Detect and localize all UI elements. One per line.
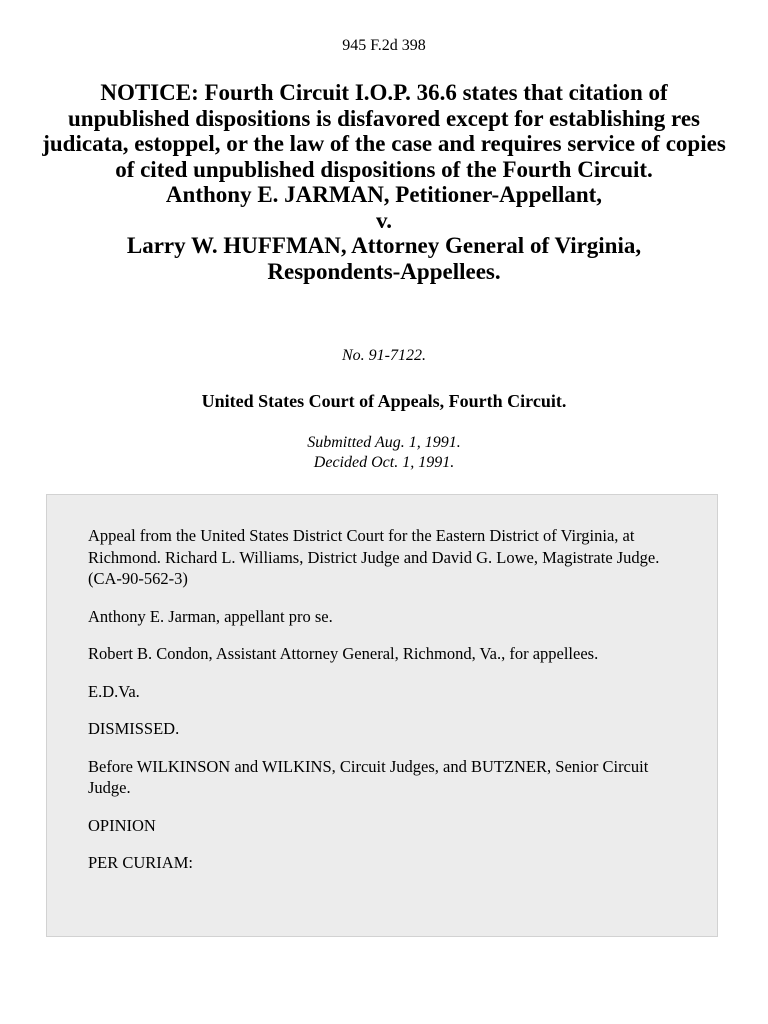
appellee-counsel: Robert B. Condon, Assistant Attorney General, Richmond, Va., for appellees. bbox=[88, 644, 599, 663]
district-label: E.D.Va. bbox=[88, 681, 140, 701]
appeal-paragraph: Appeal from the United States District Court for the Eastern District of Virginia, at Richmond. Richard L. Williams, District Judge and David G. Lowe, Magistrate Judge. (CA-90-562-3) bbox=[88, 526, 660, 588]
case-heading bbox=[40, 80, 728, 284]
judges-panel: Before WILKINSON and WILKINS, Circuit Judges, and BUTZNER, Senior Circuit Judge. bbox=[88, 756, 649, 797]
docket-number: No. 91-7122. bbox=[342, 347, 426, 364]
decided-date: Decided Oct. 1, 1991. bbox=[313, 454, 455, 471]
versus-text: v. bbox=[376, 207, 392, 233]
petitioner-name: Anthony E. JARMAN, Petitioner-Appellant, bbox=[165, 182, 603, 207]
respondent-role: Respondents-Appellees. bbox=[267, 258, 501, 284]
court-name: United States Court of Appeals, Fourth Circuit. bbox=[201, 391, 567, 411]
case-details-panel bbox=[46, 494, 718, 937]
case-citation: 945 F.2d 398 bbox=[342, 37, 426, 54]
submitted-date: Submitted Aug. 1, 1991. bbox=[307, 434, 461, 451]
case-dates bbox=[0, 433, 768, 473]
disposition-label: DISMISSED. bbox=[88, 719, 180, 738]
notice-text: NOTICE: Fourth Circuit I.O.P. 36.6 states that citation of unpublished dispositions is disfavored except for establishing res judicata, estoppel, or the law of the case and requires service of copies of cited unpublished dispositions of the Fourth Circuit. bbox=[42, 80, 726, 182]
case-details-content bbox=[88, 525, 688, 890]
respondent-name: Larry W. HUFFMAN, Attorney General of Virginia, bbox=[126, 233, 642, 258]
per-curiam-label: PER CURIAM: bbox=[88, 853, 193, 872]
appellant-counsel: Anthony E. Jarman, appellant pro se. bbox=[88, 606, 333, 626]
opinion-label: OPINION bbox=[88, 815, 156, 835]
